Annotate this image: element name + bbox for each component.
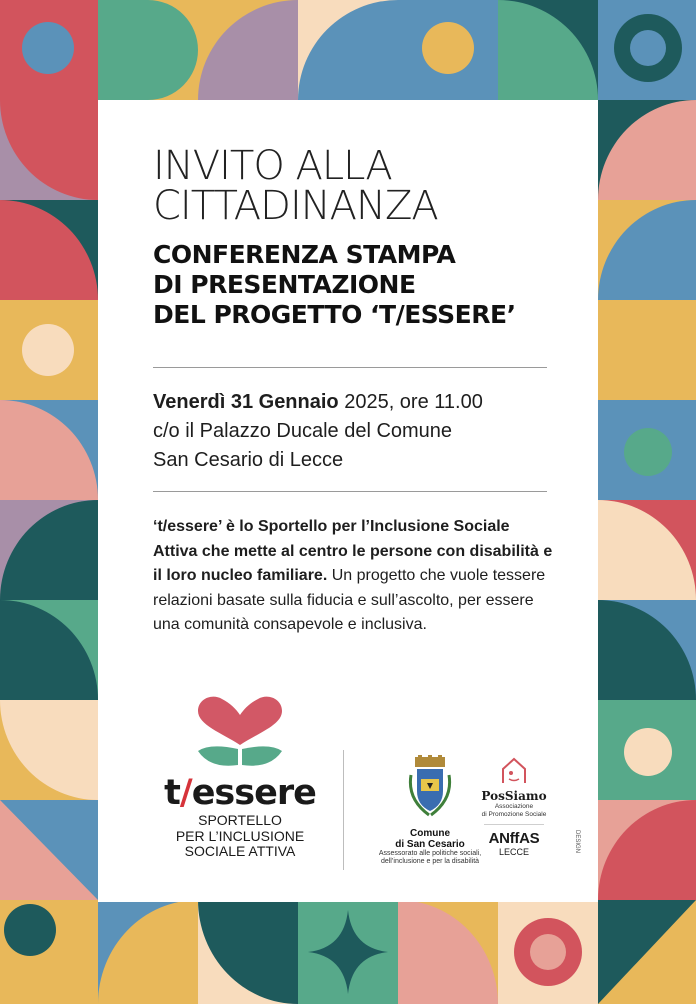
event-time: 2025, ore 11.00 — [344, 391, 483, 413]
comune-logo — [366, 755, 494, 866]
description-regular: Un progetto che vuole tessere relazioni basate sulla fiducia e sull’ascolto, per essere una comunità consapevole e inclusiva. — [153, 567, 546, 633]
press-conference-title: CONFERENZA STAMPA DI PRESENTAZIONE DEL PROGETTO ‘T/ESSERE’ — [153, 240, 516, 329]
design-credit: DESIGN — [574, 830, 580, 854]
brand-rest: essere — [191, 773, 316, 813]
comune-name: Comune di San Cesario — [395, 828, 465, 850]
anffas-name: ANffAS — [488, 830, 540, 847]
comune-office: Assessorato alle politiche sociali, dell’inclusione e per la disabilità — [378, 850, 482, 865]
project-description — [153, 515, 553, 638]
divider — [153, 367, 547, 368]
event-day: Venerdì — [153, 391, 226, 413]
brand-t: t — [164, 773, 180, 813]
invitation-heading: INVITO ALLA CITTADINANZA — [153, 143, 438, 229]
brand-slash: / — [179, 773, 192, 813]
tessere-tagline: SPORTELLO PER L’INCLUSIONE SOCIALE ATTIVA — [175, 812, 305, 859]
coat-of-arms-icon — [407, 755, 453, 819]
tessere-wordmark — [150, 773, 330, 813]
tessere-logo — [150, 695, 330, 865]
event-details — [153, 388, 563, 475]
event-venue: c/o il Palazzo Ducale del Comune — [153, 420, 453, 442]
event-date-line — [153, 388, 563, 417]
event-city: San Cesario di Lecce — [153, 449, 344, 471]
description-bold: ‘t/essere’ è lo Sportello per l’Inclusione Sociale Attiva che mette al centro le persone con disabilità e il loro nucleo familiare. — [153, 518, 553, 584]
event-date: 31 Gennaio — [230, 391, 339, 413]
possiamo-subtitle: Associazione di Promozione Sociale — [481, 803, 547, 818]
partner-logos — [476, 755, 552, 857]
anffas-city: LECCE — [498, 847, 529, 857]
possiamo-name: PosSiamo — [481, 789, 547, 803]
possiamo-house-icon — [497, 755, 531, 785]
partner-divider — [484, 824, 544, 825]
divider — [153, 491, 547, 492]
invitation-card — [98, 100, 598, 902]
logo-divider — [343, 750, 344, 870]
heart-leaves-icon — [150, 695, 330, 775]
